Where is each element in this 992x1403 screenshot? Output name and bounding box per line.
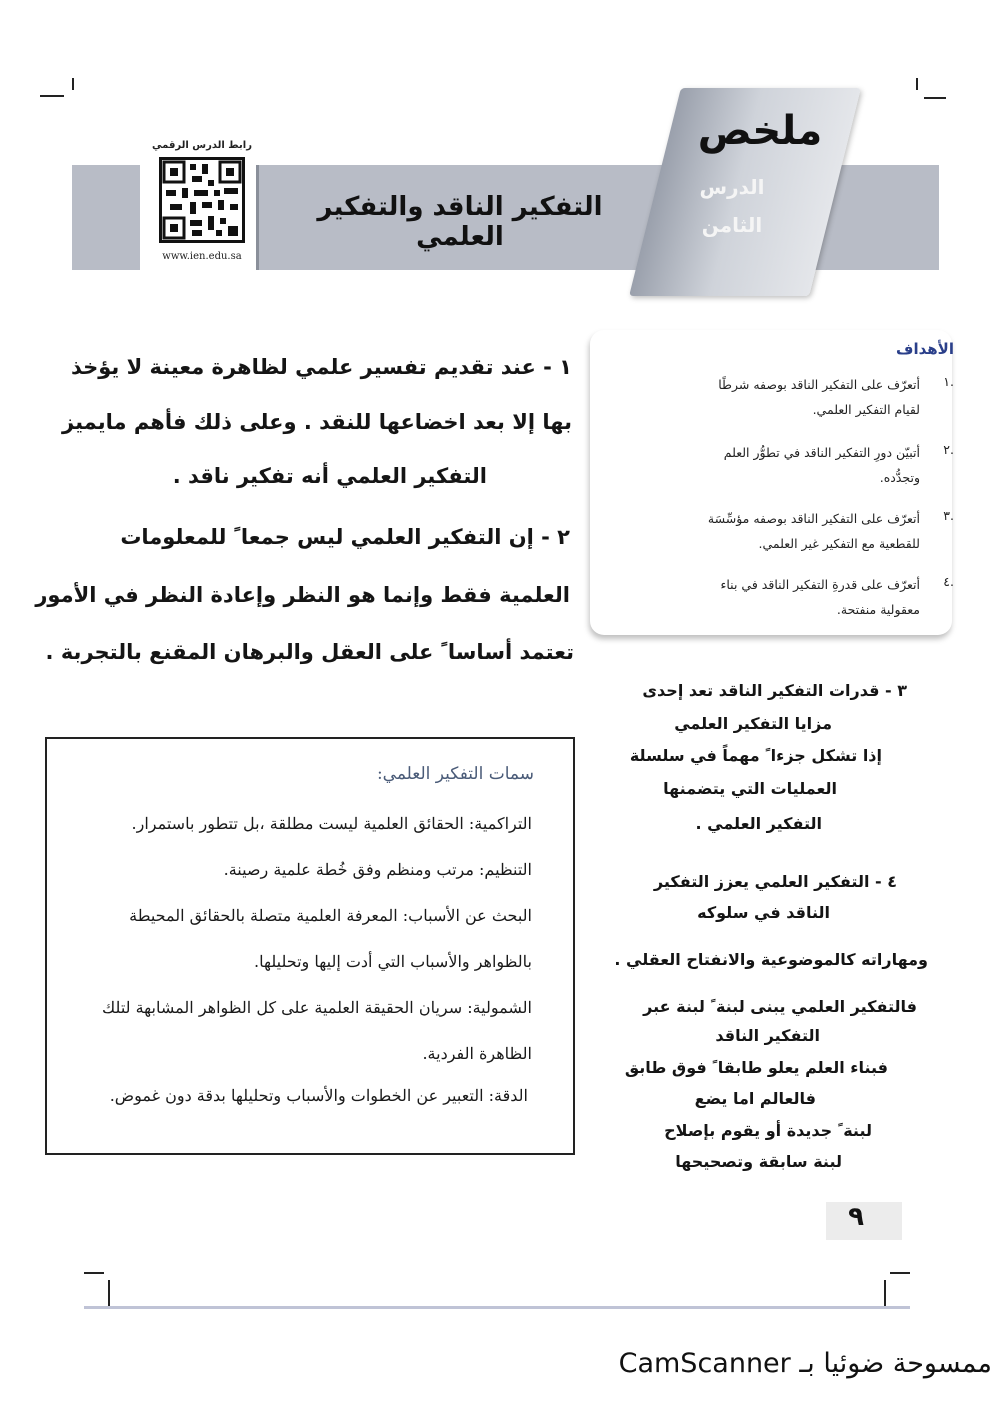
objective-line: أتعرّف على التفكير الناقد بوصفه مؤسِّسَة	[707, 511, 920, 526]
qr-block	[152, 140, 252, 290]
crop-mark	[924, 97, 946, 99]
qr-url-link[interactable]: www.ien.edu.sa	[162, 251, 242, 262]
note-p5-line4: فالعالم اما يضع	[694, 1089, 816, 1108]
crop-mark	[890, 1272, 910, 1274]
page-title: التفكير الناقد والتفكير العلمي	[317, 192, 603, 252]
trait-line: التراكمية: الحقائق العلمية ليست مطلقة ،بل تتطور باستمرار.	[131, 814, 532, 833]
objective-item	[620, 572, 920, 622]
trait-line: بالظواهر والأسباب التي أدت إليها وتحليلها.	[254, 952, 532, 971]
objective-item	[620, 372, 920, 422]
objective-number: ٢.	[943, 442, 954, 457]
qr-label: رابط الدرس الرقمي	[152, 140, 252, 151]
scanner-watermark: ممسوحة ضوئيا بـ CamScanner	[618, 1348, 992, 1379]
note-p1-line1: ١ - عند تقديم تفسير علمي لظاهرة معينة لا يؤخذ	[70, 355, 572, 379]
note-p1-line2: بها إلا بعد اخضاعها للنقد . وعلى ذلك فأهم مايميز	[62, 410, 572, 434]
lesson-label	[682, 168, 782, 244]
crop-mark	[916, 78, 918, 90]
trait-line: الدقة: التعبير عن الخطوات والأسباب وتحليلها بدقة دون غموض.	[109, 1086, 528, 1105]
objective-line: وتجدُّده.	[879, 470, 920, 485]
page-number: ٩	[848, 1202, 864, 1232]
objective-number: ٣.	[943, 508, 954, 523]
objectives-title: الأهداف	[896, 340, 954, 358]
note-p2-line1: ٢ - إن التفكير العلمي ليس جمعا ً للمعلومات	[120, 525, 570, 549]
objective-line: للقطعية مع التفكير غير العلمي.	[758, 536, 920, 551]
objective-number: ٤.	[943, 574, 954, 589]
note-p4-line2: الناقد في سلوكه	[697, 903, 830, 922]
note-p1-line3: التفكير العلمي أنه تفكير ناقد .	[172, 464, 487, 488]
traits-title: سمات التفكير العلمي:	[376, 764, 534, 784]
note-p5-line2: التفكير الناقد	[715, 1026, 820, 1045]
qr-code-icon[interactable]	[159, 157, 245, 243]
objective-line: أتعرّف على قدرةِ التفكير الناقد في بناء	[720, 577, 920, 592]
crop-mark	[84, 1272, 104, 1274]
note-p3-line2: مزايا التفكير العلمي	[674, 714, 832, 733]
objective-line: معقولية منفتحة.	[836, 602, 920, 617]
objective-line: أتبيّن دورِ التفكير الناقد في تطوُّر العلم	[723, 445, 920, 460]
note-p4-line3: ومهاراته كالموضوعية والانفتاح العقلي .	[614, 950, 928, 969]
objective-number: ١.	[943, 374, 954, 389]
note-p2-line2: العلمية فقط وإنما هو النظر وإعادة النظر في الأمور	[35, 583, 570, 607]
lesson-label-line1: الدرس	[699, 175, 765, 199]
note-p4-line1: ٤ - التفكير العلمي يعزز التفكير	[653, 872, 897, 891]
header-banner-left	[72, 165, 140, 270]
objective-item	[620, 440, 920, 490]
objective-line: لقيام التفكير العلمي.	[812, 402, 920, 417]
crop-mark	[884, 1280, 886, 1306]
note-p5-line5: لبنة ً جديدة أو يقوم بإصلاح	[664, 1121, 872, 1140]
trait-line: الشمولية: سريان الحقيقة العلمية على كل الظواهر المشابهة لتلك	[102, 998, 532, 1017]
crop-mark	[108, 1280, 110, 1306]
trait-line: الظاهرة الفردية.	[422, 1044, 532, 1063]
crop-mark	[40, 95, 64, 97]
note-p3-line1: ٣ - قدرات التفكير الناقد تعد إحدى	[642, 681, 907, 700]
objective-item	[620, 506, 920, 556]
note-p5-line1: فالتفكير العلمي يبنى لبنة ً لبنة عبر	[643, 997, 917, 1016]
crop-mark	[72, 78, 74, 90]
trait-line: التنظيم: مرتب ومنظم وفق خُطة علمية رصينة.	[223, 860, 532, 879]
footer-rule	[84, 1306, 910, 1309]
objective-line: أتعرّف على التفكير الناقد بوصفه شرطًا	[718, 377, 920, 392]
summary-heading: ملخص	[697, 108, 823, 154]
note-p3-line4: العمليات التي يتضمنها	[663, 779, 837, 798]
note-p3-line3: إذا تشكل جزءا ً مهماً في سلسلة	[629, 746, 882, 765]
note-p5-line3: فبناء العلم يعلو طابقا ً فوق طابق	[624, 1058, 888, 1077]
note-p3-line5: التفكير العلمي .	[695, 814, 822, 833]
note-p5-line6: لبنة سابقة وتصحيحها	[675, 1152, 842, 1171]
lesson-label-line2: الثامن	[701, 213, 763, 237]
trait-line: البحث عن الأسباب: المعرفة العلمية متصلة بالحقائق المحيطة	[129, 906, 532, 925]
note-p2-line3: تعتمد أساسا ً على العقل والبرهان المقنع بالتجربة .	[45, 640, 574, 664]
